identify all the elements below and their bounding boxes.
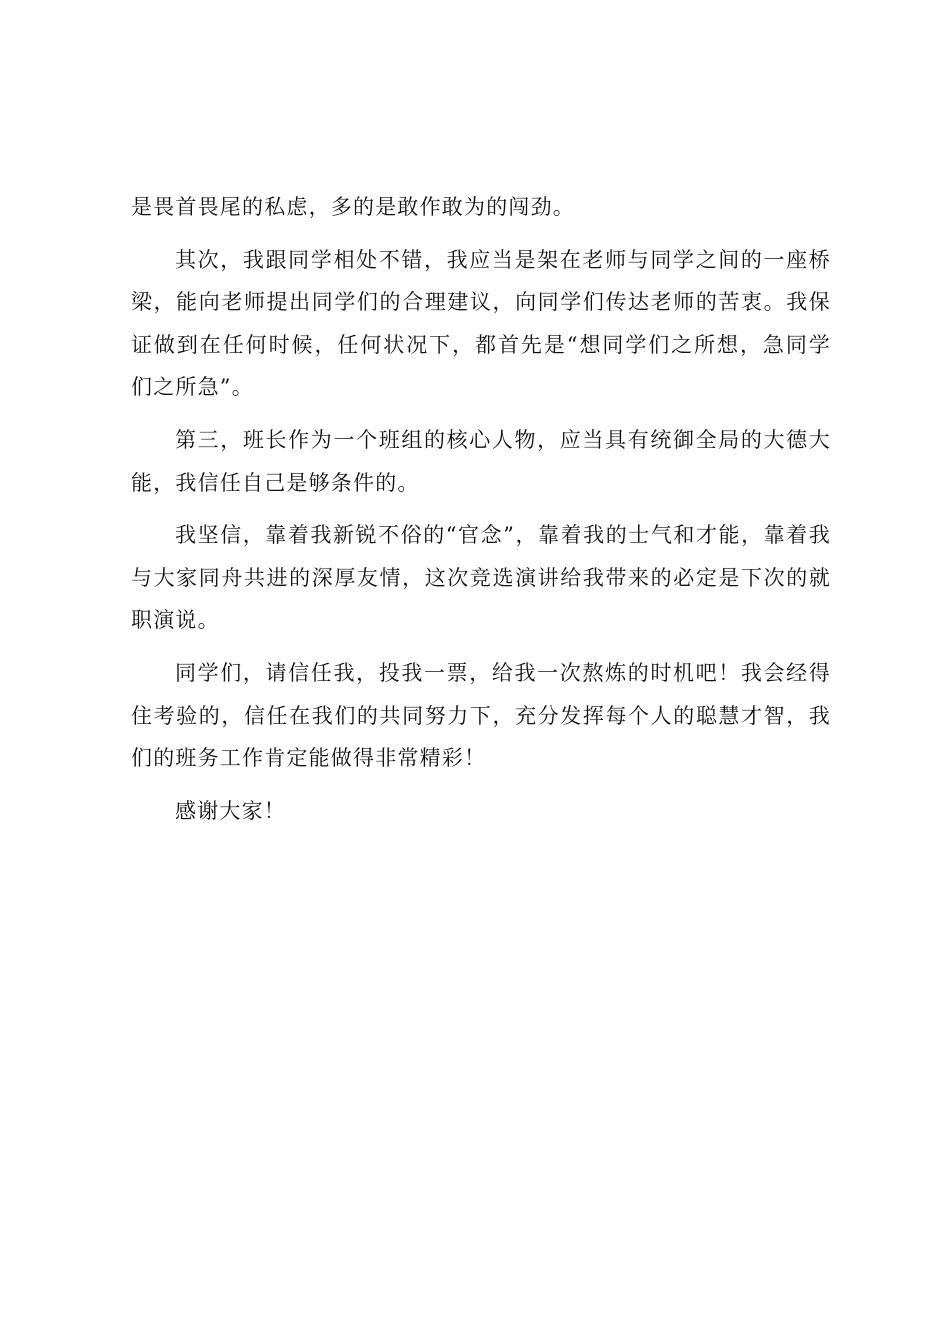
- document-body: [131, 186, 831, 842]
- paragraph-appeal: 同学们，请信任我，投我一票，给我一次熬炼的时机吧！我会经得住考验的，信任在我们的共同努力下，充分发挥每个人的聪慧才智，我们的班务工作肯定能做得非常精彩！: [131, 660, 831, 771]
- paragraph-conviction: 我坚信，靠着我新锐不俗的“官念”，靠着我的士气和才能，靠着我与大家同舟共进的深厚友情，这次竞选演讲给我带来的必定是下次的就职演说。: [131, 523, 831, 633]
- paragraph-continuation: 是畏首畏尾的私虑，多的是敢作敢为的闯劲。: [131, 195, 575, 219]
- paragraph-third-point: 第三，班长作为一个班组的核心人物，应当具有统御全局的大德大能，我信任自己是够条件的。: [131, 427, 831, 495]
- paragraph-second-point: 其次，我跟同学相处不错，我应当是架在老师与同学之间的一座桥梁，能向老师提出同学们的合理建议，向同学们传达老师的苦衷。我保证做到在任何时候，任何状况下，都首先是“想同学们之所想，急同学们之所急”。: [131, 247, 831, 400]
- paragraph-thanks: 感谢大家！: [175, 798, 286, 823]
